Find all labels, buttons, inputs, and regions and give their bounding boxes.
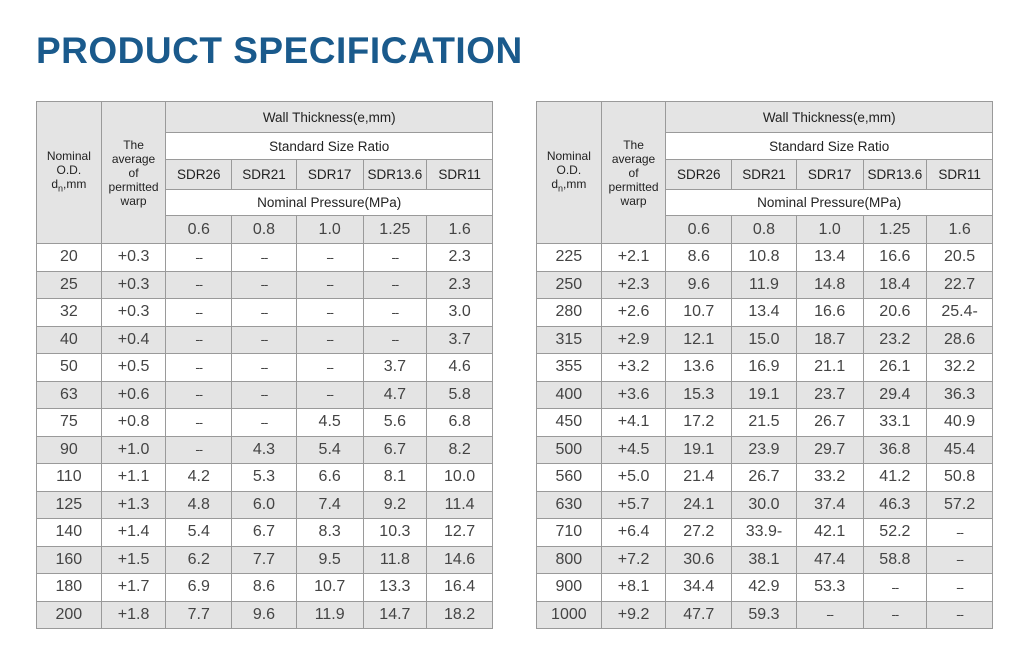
warp-cell: +2.3 xyxy=(601,271,666,299)
pressure-value: 1.25 xyxy=(363,216,427,244)
warp-label-2: average xyxy=(111,151,156,166)
table-row xyxy=(37,326,493,354)
nominal-od-cell: 450 xyxy=(537,409,602,437)
wall-thickness-cell: 25.4- xyxy=(927,299,993,327)
table-row xyxy=(37,546,493,574)
wall-thickness-cell: 10.3 xyxy=(363,519,427,547)
wall-thickness-cell: 16.9 xyxy=(732,354,797,382)
dn-unit-label: $d_n,mm$ xyxy=(51,177,87,194)
wall-thickness-cell: 36.8 xyxy=(863,436,927,464)
wall-thickness-cell: 8.1 xyxy=(363,464,427,492)
wall-thickness-cell: 10.7 xyxy=(666,299,732,327)
pressure-value: 0.8 xyxy=(232,216,297,244)
nominal-od-cell: 110 xyxy=(37,464,102,492)
warp-cell: +2.6 xyxy=(601,299,666,327)
wall-thickness-cell: 19.1 xyxy=(732,381,797,409)
standard-size-ratio-header: Standard Size Ratio xyxy=(666,133,993,160)
wall-thickness-cell: 14.6 xyxy=(427,546,493,574)
wall-thickness-cell: 59.3 xyxy=(732,601,797,629)
wall-thickness-cell: 23.9 xyxy=(732,436,797,464)
pressure-value: 0.6 xyxy=(666,216,732,244)
wall-thickness-cell: -- xyxy=(166,299,232,327)
wall-thickness-cell: -- xyxy=(296,271,363,299)
table-row xyxy=(537,464,993,492)
warp-cell: +1.7 xyxy=(101,574,166,602)
wall-thickness-cell: 13.6 xyxy=(666,354,732,382)
warp-cell: +4.1 xyxy=(601,409,666,437)
nominal-od-cell: 400 xyxy=(537,381,602,409)
wall-thickness-cell: 11.4 xyxy=(427,491,493,519)
standard-size-ratio-header: Standard Size Ratio xyxy=(166,133,493,160)
table-row xyxy=(537,271,993,299)
wall-thickness-cell: 18.7 xyxy=(796,326,863,354)
table-row xyxy=(537,326,993,354)
nominal-pressure-header: Nominal Pressure(MPa) xyxy=(666,190,993,216)
nominal-od-header xyxy=(537,102,602,244)
wall-thickness-cell: 22.7 xyxy=(927,271,993,299)
wall-thickness-cell: 13.3 xyxy=(363,574,427,602)
nominal-od-cell: 280 xyxy=(537,299,602,327)
nominal-pressure-header: Nominal Pressure(MPa) xyxy=(166,190,493,216)
table-row xyxy=(537,409,993,437)
wall-thickness-cell: 40.9 xyxy=(927,409,993,437)
wall-thickness-cell: 14.8 xyxy=(796,271,863,299)
wall-thickness-cell: 5.8 xyxy=(427,381,493,409)
wall-thickness-cell: 13.4 xyxy=(732,299,797,327)
warp-header xyxy=(601,102,666,244)
sdr-header: SDR21 xyxy=(732,160,797,190)
wall-thickness-cell: -- xyxy=(296,244,363,272)
table-row xyxy=(37,299,493,327)
wall-thickness-cell: 15.0 xyxy=(732,326,797,354)
wall-thickness-cell: 33.9- xyxy=(732,519,797,547)
wall-thickness-cell: 16.4 xyxy=(427,574,493,602)
warp-cell: +0.3 xyxy=(101,299,166,327)
wall-thickness-cell: 8.6 xyxy=(666,244,732,272)
wall-thickness-cell: 8.3 xyxy=(296,519,363,547)
wall-thickness-cell: 15.3 xyxy=(666,381,732,409)
wall-thickness-cell: -- xyxy=(296,381,363,409)
wall-thickness-cell: -- xyxy=(296,354,363,382)
warp-cell: +0.4 xyxy=(101,326,166,354)
wall-thickness-cell: 27.2 xyxy=(666,519,732,547)
warp-cell: +7.2 xyxy=(601,546,666,574)
nominal-od-cell: 40 xyxy=(37,326,102,354)
warp-label-2: average xyxy=(611,151,656,166)
wall-thickness-cell: 4.3 xyxy=(232,436,297,464)
wall-thickness-cell: 4.7 xyxy=(363,381,427,409)
wall-thickness-cell: 13.4 xyxy=(796,244,863,272)
nominal-od-cell: 355 xyxy=(537,354,602,382)
warp-cell: +1.5 xyxy=(101,546,166,574)
wall-thickness-cell: -- xyxy=(166,409,232,437)
wall-thickness-cell: -- xyxy=(166,354,232,382)
wall-thickness-cell: -- xyxy=(927,601,993,629)
wall-thickness-cell: 7.7 xyxy=(232,546,297,574)
warp-cell: +0.5 xyxy=(101,354,166,382)
wall-thickness-cell: 6.7 xyxy=(363,436,427,464)
wall-thickness-cell: 10.7 xyxy=(296,574,363,602)
wall-thickness-cell: -- xyxy=(927,574,993,602)
wall-thickness-cell: 12.1 xyxy=(666,326,732,354)
wall-thickness-cell: 11.8 xyxy=(363,546,427,574)
wall-thickness-cell: 45.4 xyxy=(927,436,993,464)
wall-thickness-cell: 58.8 xyxy=(863,546,927,574)
wall-thickness-cell: -- xyxy=(232,244,297,272)
nominal-od-cell: 710 xyxy=(537,519,602,547)
page-title: PRODUCT SPECIFICATION xyxy=(36,30,523,71)
table-row xyxy=(37,381,493,409)
wall-thickness-cell: 10.8 xyxy=(732,244,797,272)
sdr-header: SDR13.6 xyxy=(863,160,927,190)
nominal-od-cell: 50 xyxy=(37,354,102,382)
sdr-header: SDR11 xyxy=(427,160,493,190)
warp-cell: +5.7 xyxy=(601,491,666,519)
pressure-value: 1.25 xyxy=(863,216,927,244)
wall-thickness-cell: 4.6 xyxy=(427,354,493,382)
wall-thickness-cell: 9.2 xyxy=(363,491,427,519)
table-row xyxy=(537,299,993,327)
warp-cell: +4.5 xyxy=(601,436,666,464)
wall-thickness-cell: 12.7 xyxy=(427,519,493,547)
wall-thickness-cell: 46.3 xyxy=(863,491,927,519)
wall-thickness-cell: 5.4 xyxy=(166,519,232,547)
wall-thickness-cell: 26.7 xyxy=(796,409,863,437)
table-row xyxy=(37,244,493,272)
wall-thickness-cell: 47.4 xyxy=(796,546,863,574)
table-row xyxy=(37,519,493,547)
nominal-od-cell: 63 xyxy=(37,381,102,409)
wall-thickness-cell: 10.0 xyxy=(427,464,493,492)
wall-thickness-cell: 30.0 xyxy=(732,491,797,519)
pressure-value: 1.0 xyxy=(296,216,363,244)
wall-thickness-cell: 28.6 xyxy=(927,326,993,354)
warp-cell: +8.1 xyxy=(601,574,666,602)
wall-thickness-cell: -- xyxy=(363,244,427,272)
nominal-od-cell: 315 xyxy=(537,326,602,354)
od-label: O.D. xyxy=(56,163,82,178)
nominal-od-cell: 20 xyxy=(37,244,102,272)
table-row xyxy=(537,574,993,602)
nominal-od-header xyxy=(37,102,102,244)
table-row xyxy=(37,464,493,492)
warp-cell: +3.6 xyxy=(601,381,666,409)
sdr-header: SDR11 xyxy=(927,160,993,190)
wall-thickness-cell: 6.9 xyxy=(166,574,232,602)
wall-thickness-cell: 17.2 xyxy=(666,409,732,437)
wall-thickness-cell: -- xyxy=(927,519,993,547)
nominal-od-cell: 500 xyxy=(537,436,602,464)
nominal-od-label: Nominal xyxy=(46,149,91,164)
table-row xyxy=(537,519,993,547)
nominal-od-cell: 140 xyxy=(37,519,102,547)
wall-thickness-cell: 47.7 xyxy=(666,601,732,629)
wall-thickness-cell: 16.6 xyxy=(863,244,927,272)
table-row xyxy=(537,354,993,382)
table-row xyxy=(537,546,993,574)
wall-thickness-cell: 7.7 xyxy=(166,601,232,629)
wall-thickness-cell: -- xyxy=(927,546,993,574)
warp-cell: +2.1 xyxy=(601,244,666,272)
wall-thickness-cell: 16.6 xyxy=(796,299,863,327)
nominal-od-cell: 1000 xyxy=(537,601,602,629)
warp-label-3: of xyxy=(628,165,639,180)
wall-thickness-cell: 38.1 xyxy=(732,546,797,574)
wall-thickness-cell: 6.8 xyxy=(427,409,493,437)
table-row xyxy=(537,244,993,272)
wall-thickness-cell: 3.7 xyxy=(427,326,493,354)
wall-thickness-cell: 33.1 xyxy=(863,409,927,437)
table-row xyxy=(37,574,493,602)
wall-thickness-cell: 26.1 xyxy=(863,354,927,382)
warp-label-1: The xyxy=(623,137,644,152)
wall-thickness-cell: 6.0 xyxy=(232,491,297,519)
wall-thickness-cell: 4.8 xyxy=(166,491,232,519)
wall-thickness-cell: 5.3 xyxy=(232,464,297,492)
warp-cell: +0.3 xyxy=(101,271,166,299)
warp-cell: +1.4 xyxy=(101,519,166,547)
warp-label-5: warp xyxy=(120,193,147,208)
nominal-od-cell: 225 xyxy=(537,244,602,272)
sdr-header: SDR21 xyxy=(232,160,297,190)
wall-thickness-cell: 24.1 xyxy=(666,491,732,519)
warp-cell: +0.8 xyxy=(101,409,166,437)
nominal-od-cell: 75 xyxy=(37,409,102,437)
nominal-od-cell: 125 xyxy=(37,491,102,519)
wall-thickness-cell: -- xyxy=(296,299,363,327)
wall-thickness-cell: 6.7 xyxy=(232,519,297,547)
wall-thickness-cell: 20.6 xyxy=(863,299,927,327)
wall-thickness-cell: 50.8 xyxy=(927,464,993,492)
wall-thickness-cell: 32.2 xyxy=(927,354,993,382)
warp-cell: +6.4 xyxy=(601,519,666,547)
table-row xyxy=(537,601,993,629)
wall-thickness-cell: -- xyxy=(232,354,297,382)
pressure-value: 0.6 xyxy=(166,216,232,244)
wall-thickness-cell: 14.7 xyxy=(363,601,427,629)
wall-thickness-cell: -- xyxy=(232,271,297,299)
nominal-od-cell: 250 xyxy=(537,271,602,299)
wall-thickness-cell: 4.2 xyxy=(166,464,232,492)
od-label: O.D. xyxy=(556,163,582,178)
warp-cell: +5.0 xyxy=(601,464,666,492)
wall-thickness-cell: 57.2 xyxy=(927,491,993,519)
wall-thickness-cell: -- xyxy=(166,326,232,354)
spec-table-large-diameters xyxy=(536,101,993,629)
wall-thickness-cell: 3.7 xyxy=(363,354,427,382)
nominal-od-cell: 560 xyxy=(537,464,602,492)
warp-cell: +1.1 xyxy=(101,464,166,492)
wall-thickness-header: Wall Thickness(e,mm) xyxy=(666,102,993,133)
warp-header xyxy=(101,102,166,244)
wall-thickness-cell: -- xyxy=(166,244,232,272)
wall-thickness-cell: 36.3 xyxy=(927,381,993,409)
wall-thickness-cell: 53.3 xyxy=(796,574,863,602)
wall-thickness-cell: 23.7 xyxy=(796,381,863,409)
sdr-header: SDR13.6 xyxy=(363,160,427,190)
table-row xyxy=(37,436,493,464)
wall-thickness-cell: 21.4 xyxy=(666,464,732,492)
wall-thickness-cell: 9.6 xyxy=(666,271,732,299)
nominal-od-cell: 630 xyxy=(537,491,602,519)
wall-thickness-cell: -- xyxy=(363,271,427,299)
wall-thickness-cell: -- xyxy=(363,326,427,354)
wall-thickness-cell: 11.9 xyxy=(296,601,363,629)
wall-thickness-cell: 19.1 xyxy=(666,436,732,464)
wall-thickness-cell: 23.2 xyxy=(863,326,927,354)
wall-thickness-cell: 42.9 xyxy=(732,574,797,602)
warp-cell: +0.3 xyxy=(101,244,166,272)
wall-thickness-cell: 29.4 xyxy=(863,381,927,409)
wall-thickness-cell: -- xyxy=(796,601,863,629)
nominal-od-cell: 90 xyxy=(37,436,102,464)
wall-thickness-cell: 3.0 xyxy=(427,299,493,327)
wall-thickness-cell: 34.4 xyxy=(666,574,732,602)
warp-label-4: permitted xyxy=(608,179,659,194)
wall-thickness-cell: 6.6 xyxy=(296,464,363,492)
warp-cell: +1.0 xyxy=(101,436,166,464)
wall-thickness-cell: 2.3 xyxy=(427,271,493,299)
warp-cell: +1.8 xyxy=(101,601,166,629)
wall-thickness-cell: 6.2 xyxy=(166,546,232,574)
sdr-header: SDR17 xyxy=(796,160,863,190)
wall-thickness-cell: 41.2 xyxy=(863,464,927,492)
wall-thickness-header: Wall Thickness(e,mm) xyxy=(166,102,493,133)
wall-thickness-cell: 7.4 xyxy=(296,491,363,519)
nominal-od-cell: 800 xyxy=(537,546,602,574)
wall-thickness-cell: 8.6 xyxy=(232,574,297,602)
wall-thickness-cell: -- xyxy=(363,299,427,327)
wall-thickness-cell: 21.1 xyxy=(796,354,863,382)
warp-cell: +3.2 xyxy=(601,354,666,382)
wall-thickness-cell: 33.2 xyxy=(796,464,863,492)
nominal-od-cell: 32 xyxy=(37,299,102,327)
nominal-od-cell: 180 xyxy=(37,574,102,602)
dn-unit-label: $d_n,mm$ xyxy=(551,177,587,194)
wall-thickness-cell: 42.1 xyxy=(796,519,863,547)
wall-thickness-cell: -- xyxy=(166,436,232,464)
table-row xyxy=(37,409,493,437)
nominal-od-label: Nominal xyxy=(546,149,591,164)
wall-thickness-cell: 26.7 xyxy=(732,464,797,492)
pressure-value: 0.8 xyxy=(732,216,797,244)
wall-thickness-cell: 2.3 xyxy=(427,244,493,272)
wall-thickness-cell: -- xyxy=(232,299,297,327)
wall-thickness-cell: -- xyxy=(863,601,927,629)
pressure-value: 1.6 xyxy=(927,216,993,244)
warp-cell: +0.6 xyxy=(101,381,166,409)
wall-thickness-cell: 8.2 xyxy=(427,436,493,464)
warp-cell: +2.9 xyxy=(601,326,666,354)
wall-thickness-cell: -- xyxy=(232,381,297,409)
wall-thickness-cell: -- xyxy=(232,409,297,437)
nominal-od-cell: 200 xyxy=(37,601,102,629)
wall-thickness-cell: 30.6 xyxy=(666,546,732,574)
wall-thickness-cell: 9.6 xyxy=(232,601,297,629)
wall-thickness-cell: 18.4 xyxy=(863,271,927,299)
wall-thickness-cell: -- xyxy=(166,271,232,299)
sdr-header: SDR17 xyxy=(296,160,363,190)
wall-thickness-cell: 21.5 xyxy=(732,409,797,437)
nominal-od-cell: 25 xyxy=(37,271,102,299)
table-row xyxy=(37,601,493,629)
table-row xyxy=(37,271,493,299)
table-row xyxy=(537,381,993,409)
warp-label-5: warp xyxy=(620,193,647,208)
nominal-od-cell: 160 xyxy=(37,546,102,574)
wall-thickness-cell: 37.4 xyxy=(796,491,863,519)
wall-thickness-cell: 18.2 xyxy=(427,601,493,629)
wall-thickness-cell: 4.5 xyxy=(296,409,363,437)
sdr-header: SDR26 xyxy=(166,160,232,190)
spec-table-small-diameters xyxy=(36,101,493,629)
warp-cell: +9.2 xyxy=(601,601,666,629)
wall-thickness-cell: 29.7 xyxy=(796,436,863,464)
wall-thickness-cell: -- xyxy=(166,381,232,409)
wall-thickness-cell: 11.9 xyxy=(732,271,797,299)
pressure-value: 1.0 xyxy=(796,216,863,244)
pressure-value: 1.6 xyxy=(427,216,493,244)
wall-thickness-cell: -- xyxy=(232,326,297,354)
nominal-od-cell: 900 xyxy=(537,574,602,602)
wall-thickness-cell: 5.4 xyxy=(296,436,363,464)
wall-thickness-cell: 9.5 xyxy=(296,546,363,574)
sdr-header: SDR26 xyxy=(666,160,732,190)
warp-label-4: permitted xyxy=(108,179,159,194)
wall-thickness-cell: 52.2 xyxy=(863,519,927,547)
wall-thickness-cell: -- xyxy=(296,326,363,354)
wall-thickness-cell: 20.5 xyxy=(927,244,993,272)
table-row xyxy=(537,491,993,519)
warp-label-3: of xyxy=(128,165,139,180)
table-row xyxy=(37,491,493,519)
wall-thickness-cell: -- xyxy=(863,574,927,602)
table-row xyxy=(537,436,993,464)
warp-label-1: The xyxy=(123,137,144,152)
table-row xyxy=(37,354,493,382)
wall-thickness-cell: 5.6 xyxy=(363,409,427,437)
warp-cell: +1.3 xyxy=(101,491,166,519)
